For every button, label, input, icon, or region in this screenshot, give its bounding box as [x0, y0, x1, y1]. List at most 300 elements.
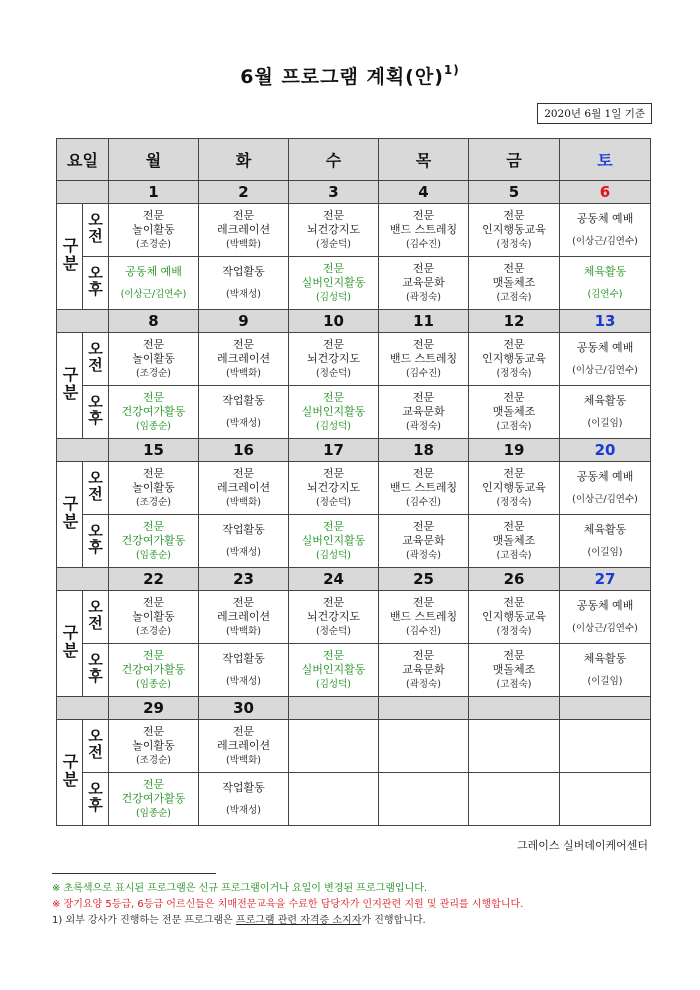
program-entry — [109, 520, 198, 563]
program-line-2: 밴드 스트레칭 — [389, 222, 458, 236]
program-cell-fri — [469, 720, 560, 773]
program-entry — [289, 391, 378, 434]
program-teacher: (박재성) — [226, 804, 261, 816]
program-teacher: (고점숙) — [496, 291, 532, 303]
program-cell-wed — [289, 720, 379, 773]
date-thu: 25 — [379, 568, 469, 591]
header-sat: 토 — [560, 139, 651, 181]
program-cell-fri — [469, 515, 560, 568]
program-entry — [199, 338, 288, 381]
program-entry — [469, 467, 559, 510]
group-cell — [57, 333, 83, 439]
date-thu: 4 — [379, 181, 469, 204]
program-cell-tue — [199, 773, 289, 826]
date-row — [57, 568, 651, 591]
am-label: 오전 — [86, 728, 104, 760]
date-thu: 18 — [379, 439, 469, 462]
footnote-divider — [52, 873, 216, 874]
program-line-2: 뇌건강지도 — [306, 609, 361, 623]
program-cell-fri — [469, 644, 560, 697]
program-line-1: 전문 — [503, 261, 525, 275]
program-line-1: 전문 — [142, 595, 165, 609]
program-teacher: (김수진) — [406, 496, 441, 508]
program-line-2: 뇌건강지도 — [306, 351, 361, 365]
program-line-2: 맷돌체조 — [492, 404, 536, 418]
program-line-2: 인지행동교육 — [482, 480, 546, 494]
program-cell-wed — [289, 591, 379, 644]
weekday-header-row — [57, 139, 651, 181]
program-teacher: (이상근/김연수) — [572, 235, 638, 247]
program-line-1: 전문 — [503, 595, 525, 609]
program-cell-fri — [469, 462, 560, 515]
pm-row — [57, 773, 651, 826]
program-line-1: 전문 — [412, 466, 435, 480]
date-tue: 30 — [199, 697, 289, 720]
program-line-1: 전문 — [503, 208, 525, 222]
program-teacher: (박백화) — [226, 754, 261, 766]
program-cell-thu — [379, 515, 469, 568]
program-line-2: 뇌건강지도 — [306, 222, 361, 236]
program-line-1: 전문 — [412, 648, 435, 662]
program-line-2: 실버인지활동 — [301, 275, 366, 289]
program-cell-thu — [379, 644, 469, 697]
program-line-2: 밴드 스트레칭 — [389, 480, 458, 494]
program-teacher: (김수진) — [406, 238, 441, 250]
program-cell-tue — [199, 257, 289, 310]
date-row — [57, 697, 651, 720]
am-row — [57, 333, 651, 386]
date-sat: 20 — [560, 439, 651, 462]
program-cell-sat — [560, 462, 651, 515]
program-teacher: (박재성) — [226, 417, 261, 429]
note-green-programs: ※ 초록색으로 표시된 프로그램은 신규 프로그램이거나 요일이 변경된 프로그램입니다. — [52, 883, 428, 894]
program-line-2: 건강여가활동 — [121, 404, 186, 418]
program-line-1: 전문 — [142, 337, 165, 351]
program-entry — [289, 209, 378, 252]
program-line-2: 건강여가활동 — [121, 662, 186, 676]
program-entry — [379, 209, 468, 252]
program-line-1: 전문 — [232, 208, 255, 222]
program-line-1: 작업활동 — [222, 264, 265, 278]
program-cell-thu — [379, 773, 469, 826]
program-teacher: (박백화) — [226, 625, 261, 637]
program-teacher: (박재성) — [226, 675, 261, 687]
program-line-1: 전문 — [322, 390, 345, 404]
program-teacher: (정순덕) — [316, 238, 351, 250]
program-entry — [199, 781, 288, 818]
program-teacher: (이상근/김연수) — [120, 288, 187, 300]
program-entry — [109, 338, 198, 381]
date-row-spacer — [57, 697, 109, 720]
program-cell-sat — [560, 386, 651, 439]
program-entry — [109, 596, 198, 639]
program-entry — [469, 746, 559, 747]
program-entry — [379, 338, 468, 381]
program-cell-tue — [199, 333, 289, 386]
program-entry — [560, 599, 650, 636]
header-weekday: 요일 — [57, 139, 109, 181]
program-line-2: 놀이활동 — [132, 222, 175, 236]
date-wed: 17 — [289, 439, 379, 462]
program-line-2: 레크레이션 — [216, 738, 271, 752]
program-cell-thu — [379, 462, 469, 515]
program-line-2: 레크레이션 — [216, 480, 271, 494]
pm-label-cell — [83, 644, 109, 697]
program-entry — [469, 596, 559, 639]
program-cell-sat — [560, 644, 651, 697]
program-line-1: 전문 — [322, 466, 345, 480]
am-row — [57, 720, 651, 773]
program-entry — [560, 470, 650, 507]
date-fri: 26 — [469, 568, 560, 591]
program-entry — [469, 391, 559, 434]
program-entry — [109, 725, 198, 768]
program-entry — [560, 523, 650, 560]
program-entry — [379, 746, 468, 747]
program-cell-thu — [379, 386, 469, 439]
program-entry — [289, 799, 378, 800]
program-line-1: 체육활동 — [583, 522, 627, 536]
program-cell-fri — [469, 257, 560, 310]
program-teacher: (곽정숙) — [406, 549, 441, 561]
program-teacher: (정정숙) — [496, 238, 532, 250]
program-line-2: 놀이활동 — [132, 480, 175, 494]
program-line-2: 뇌건강지도 — [306, 480, 361, 494]
date-fri: 12 — [469, 310, 560, 333]
program-entry — [379, 467, 468, 510]
date-row-spacer — [57, 310, 109, 333]
program-line-2: 인지행동교육 — [482, 609, 546, 623]
program-line-2: 실버인지활동 — [301, 533, 366, 547]
program-cell-fri — [469, 386, 560, 439]
date-tue: 16 — [199, 439, 289, 462]
date-row-spacer — [57, 181, 109, 204]
program-line-2: 인지행동교육 — [482, 351, 546, 365]
program-cell-wed — [289, 204, 379, 257]
program-entry — [199, 394, 288, 431]
program-line-1: 전문 — [412, 519, 435, 533]
group-cell — [57, 720, 83, 826]
pm-row — [57, 515, 651, 568]
program-line-2: 놀이활동 — [132, 609, 175, 623]
program-entry — [379, 262, 468, 305]
program-teacher: (정순덕) — [316, 496, 351, 508]
program-line-2: 밴드 스트레칭 — [389, 609, 458, 623]
program-teacher: (이길임) — [587, 417, 623, 429]
program-teacher: (정순덕) — [316, 367, 351, 379]
program-cell-sat — [560, 773, 651, 826]
program-line-1: 전문 — [412, 261, 435, 275]
program-cell-fri — [469, 204, 560, 257]
program-cell-tue — [199, 386, 289, 439]
program-line-1: 전문 — [142, 648, 165, 662]
program-cell-tue — [199, 204, 289, 257]
program-line-1: 전문 — [322, 337, 345, 351]
program-cell-thu — [379, 257, 469, 310]
program-line-1: 체육활동 — [583, 393, 627, 407]
program-teacher: (고점숙) — [496, 549, 532, 561]
program-cell-mon — [109, 204, 199, 257]
program-teacher: (고점숙) — [496, 678, 532, 690]
program-line-1: 전문 — [503, 466, 525, 480]
program-teacher: (박백화) — [226, 367, 261, 379]
program-teacher: (곽정숙) — [406, 678, 441, 690]
program-cell-tue — [199, 462, 289, 515]
program-line-2: 놀이활동 — [132, 738, 175, 752]
program-teacher: (정정숙) — [496, 496, 532, 508]
date-wed: 10 — [289, 310, 379, 333]
reference-date: 2020년 6월 1일 기준 — [537, 103, 652, 124]
program-cell-sat — [560, 257, 651, 310]
program-cell-wed — [289, 644, 379, 697]
program-entry — [109, 391, 198, 434]
program-cell-sat — [560, 204, 651, 257]
program-teacher: (조경순) — [136, 238, 171, 250]
am-label-cell — [83, 591, 109, 644]
date-wed: 3 — [289, 181, 379, 204]
program-teacher: (김수진) — [406, 367, 441, 379]
program-cell-tue — [199, 644, 289, 697]
pm-label-cell — [83, 386, 109, 439]
program-cell-wed — [289, 257, 379, 310]
pm-row — [57, 386, 651, 439]
program-line-2: 교육문화 — [402, 275, 445, 289]
program-entry — [469, 520, 559, 563]
program-teacher: (정순덕) — [316, 625, 351, 637]
program-cell-fri — [469, 591, 560, 644]
pm-row — [57, 257, 651, 310]
program-line-1: 전문 — [322, 648, 345, 662]
date-sat: 27 — [560, 568, 651, 591]
date-row-spacer — [57, 439, 109, 462]
page-title — [0, 62, 700, 89]
date-row — [57, 439, 651, 462]
program-cell-mon — [109, 333, 199, 386]
program-line-1: 공동체 예배 — [125, 264, 182, 278]
group-label: 구분 — [60, 365, 79, 402]
program-line-1: 전문 — [142, 390, 165, 404]
program-line-2: 레크레이션 — [216, 222, 271, 236]
program-cell-mon — [109, 591, 199, 644]
date-row — [57, 310, 651, 333]
program-teacher: (조경순) — [136, 496, 171, 508]
program-line-1: 공동체 예배 — [576, 340, 634, 354]
program-teacher: (정정숙) — [496, 367, 532, 379]
program-entry — [289, 649, 378, 692]
program-teacher: (김성덕) — [316, 678, 351, 690]
program-line-2: 교육문화 — [402, 404, 445, 418]
note3-suffix: 가 진행합니다. — [361, 915, 426, 926]
program-line-1: 전문 — [412, 390, 435, 404]
pm-label: 오후 — [86, 523, 104, 555]
program-teacher: (임종순) — [136, 807, 171, 819]
pm-label: 오후 — [86, 652, 104, 684]
program-entry — [199, 596, 288, 639]
program-teacher: (임종순) — [136, 678, 171, 690]
program-entry — [379, 520, 468, 563]
program-line-2: 맷돌체조 — [492, 533, 536, 547]
program-cell-thu — [379, 204, 469, 257]
program-teacher: (박백화) — [226, 238, 261, 250]
program-line-2: 건강여가활동 — [121, 791, 186, 805]
program-line-1: 작업활동 — [222, 651, 265, 665]
header-thu: 목 — [379, 139, 469, 181]
program-line-1: 전문 — [322, 261, 345, 275]
program-cell-tue — [199, 591, 289, 644]
program-line-1: 작업활동 — [222, 780, 265, 794]
program-entry — [560, 265, 650, 302]
am-label-cell — [83, 462, 109, 515]
program-line-2: 레크레이션 — [216, 351, 271, 365]
program-entry — [289, 746, 378, 747]
program-entry — [560, 341, 650, 378]
program-line-2: 건강여가활동 — [121, 533, 186, 547]
date-mon: 29 — [109, 697, 199, 720]
group-label: 구분 — [60, 494, 79, 531]
date-tue: 23 — [199, 568, 289, 591]
date-row-spacer — [57, 568, 109, 591]
header-fri: 금 — [469, 139, 560, 181]
program-teacher: (임종순) — [136, 549, 171, 561]
program-entry — [379, 649, 468, 692]
program-entry — [199, 467, 288, 510]
program-entry — [560, 652, 650, 689]
program-cell-sat — [560, 333, 651, 386]
program-cell-wed — [289, 773, 379, 826]
program-line-1: 전문 — [322, 208, 345, 222]
am-label: 오전 — [86, 599, 104, 631]
program-entry — [560, 212, 650, 249]
program-entry — [560, 799, 650, 800]
program-line-1: 전문 — [142, 466, 165, 480]
program-entry — [560, 746, 650, 747]
program-teacher: (이상근/김연수) — [572, 622, 638, 634]
program-cell-thu — [379, 591, 469, 644]
program-line-1: 전문 — [232, 595, 255, 609]
note-dementia-care: ※ 장기요양 5등급, 6등급 어르신들은 치매전문교육을 수료한 담당자가 인지관련 지원 및 관리를 시행합니다. — [52, 899, 524, 910]
program-entry — [109, 649, 198, 692]
date-tue: 9 — [199, 310, 289, 333]
date-thu: 11 — [379, 310, 469, 333]
program-line-2: 실버인지활동 — [301, 662, 366, 676]
program-line-1: 전문 — [412, 208, 435, 222]
program-cell-mon — [109, 515, 199, 568]
program-line-1: 전문 — [412, 337, 435, 351]
program-line-1: 공동체 예배 — [576, 211, 634, 225]
program-line-1: 전문 — [232, 724, 255, 738]
center-name: 그레이스 실버데이케어센터 — [516, 839, 648, 852]
program-line-1: 전문 — [232, 337, 255, 351]
title-text: 6월 프로그램 계획(안) — [240, 66, 444, 88]
pm-label-cell — [83, 257, 109, 310]
program-cell-fri — [469, 773, 560, 826]
program-line-1: 전문 — [412, 595, 435, 609]
program-teacher: (이상근/김연수) — [572, 364, 638, 376]
group-label: 구분 — [60, 623, 79, 660]
program-entry — [469, 799, 559, 800]
am-row — [57, 462, 651, 515]
program-entry — [199, 209, 288, 252]
program-line-2: 레크레이션 — [216, 609, 271, 623]
program-line-1: 전문 — [142, 777, 165, 791]
program-cell-mon — [109, 257, 199, 310]
program-line-1: 전문 — [232, 466, 255, 480]
date-tue: 2 — [199, 181, 289, 204]
program-cell-wed — [289, 386, 379, 439]
program-entry — [560, 394, 650, 431]
program-cell-thu — [379, 333, 469, 386]
program-teacher: (김수진) — [406, 625, 441, 637]
program-line-1: 전문 — [322, 519, 345, 533]
date-mon: 15 — [109, 439, 199, 462]
program-teacher: (이길임) — [587, 675, 623, 687]
pm-row — [57, 644, 651, 697]
program-entry — [199, 725, 288, 768]
program-line-1: 공동체 예배 — [576, 598, 634, 612]
group-cell — [57, 591, 83, 697]
program-entry — [379, 391, 468, 434]
program-cell-wed — [289, 333, 379, 386]
program-teacher: (조경순) — [136, 625, 171, 637]
program-cell-thu — [379, 720, 469, 773]
program-teacher: (곽정숙) — [406, 420, 441, 432]
program-entry — [289, 596, 378, 639]
program-entry — [289, 520, 378, 563]
program-entry — [469, 649, 559, 692]
date-mon: 1 — [109, 181, 199, 204]
program-entry — [379, 799, 468, 800]
program-line-1: 체육활동 — [583, 651, 627, 665]
date-sat: 13 — [560, 310, 651, 333]
date-fri: 19 — [469, 439, 560, 462]
program-line-1: 체육활동 — [583, 264, 627, 278]
date-sat — [560, 697, 651, 720]
am-row — [57, 591, 651, 644]
program-line-2: 밴드 스트레칭 — [389, 351, 458, 365]
program-entry — [289, 262, 378, 305]
program-entry — [199, 652, 288, 689]
date-wed — [289, 697, 379, 720]
date-row — [57, 181, 651, 204]
program-line-2: 인지행동교육 — [482, 222, 546, 236]
program-entry — [199, 265, 288, 302]
title-footnote-mark: 1) — [443, 63, 460, 77]
program-line-2: 교육문화 — [402, 662, 445, 676]
date-mon: 22 — [109, 568, 199, 591]
program-teacher: (김성덕) — [316, 291, 351, 303]
program-cell-sat — [560, 591, 651, 644]
program-line-2: 맷돌체조 — [492, 662, 536, 676]
date-mon: 8 — [109, 310, 199, 333]
program-line-1: 전문 — [503, 390, 525, 404]
program-teacher: (조경순) — [136, 367, 171, 379]
program-entry — [109, 778, 198, 821]
program-teacher: (박재성) — [226, 546, 261, 558]
am-label-cell — [83, 204, 109, 257]
program-entry — [109, 209, 198, 252]
program-cell-tue — [199, 515, 289, 568]
program-cell-wed — [289, 462, 379, 515]
program-cell-fri — [469, 333, 560, 386]
pm-label-cell — [83, 515, 109, 568]
program-entry — [199, 523, 288, 560]
program-cell-mon — [109, 386, 199, 439]
note3-underlined: 프로그램 관련 자격증 소지자 — [235, 915, 362, 926]
group-label: 구분 — [60, 752, 79, 789]
program-teacher: (이상근/김연수) — [572, 493, 638, 505]
group-label: 구분 — [60, 236, 79, 273]
date-wed: 24 — [289, 568, 379, 591]
